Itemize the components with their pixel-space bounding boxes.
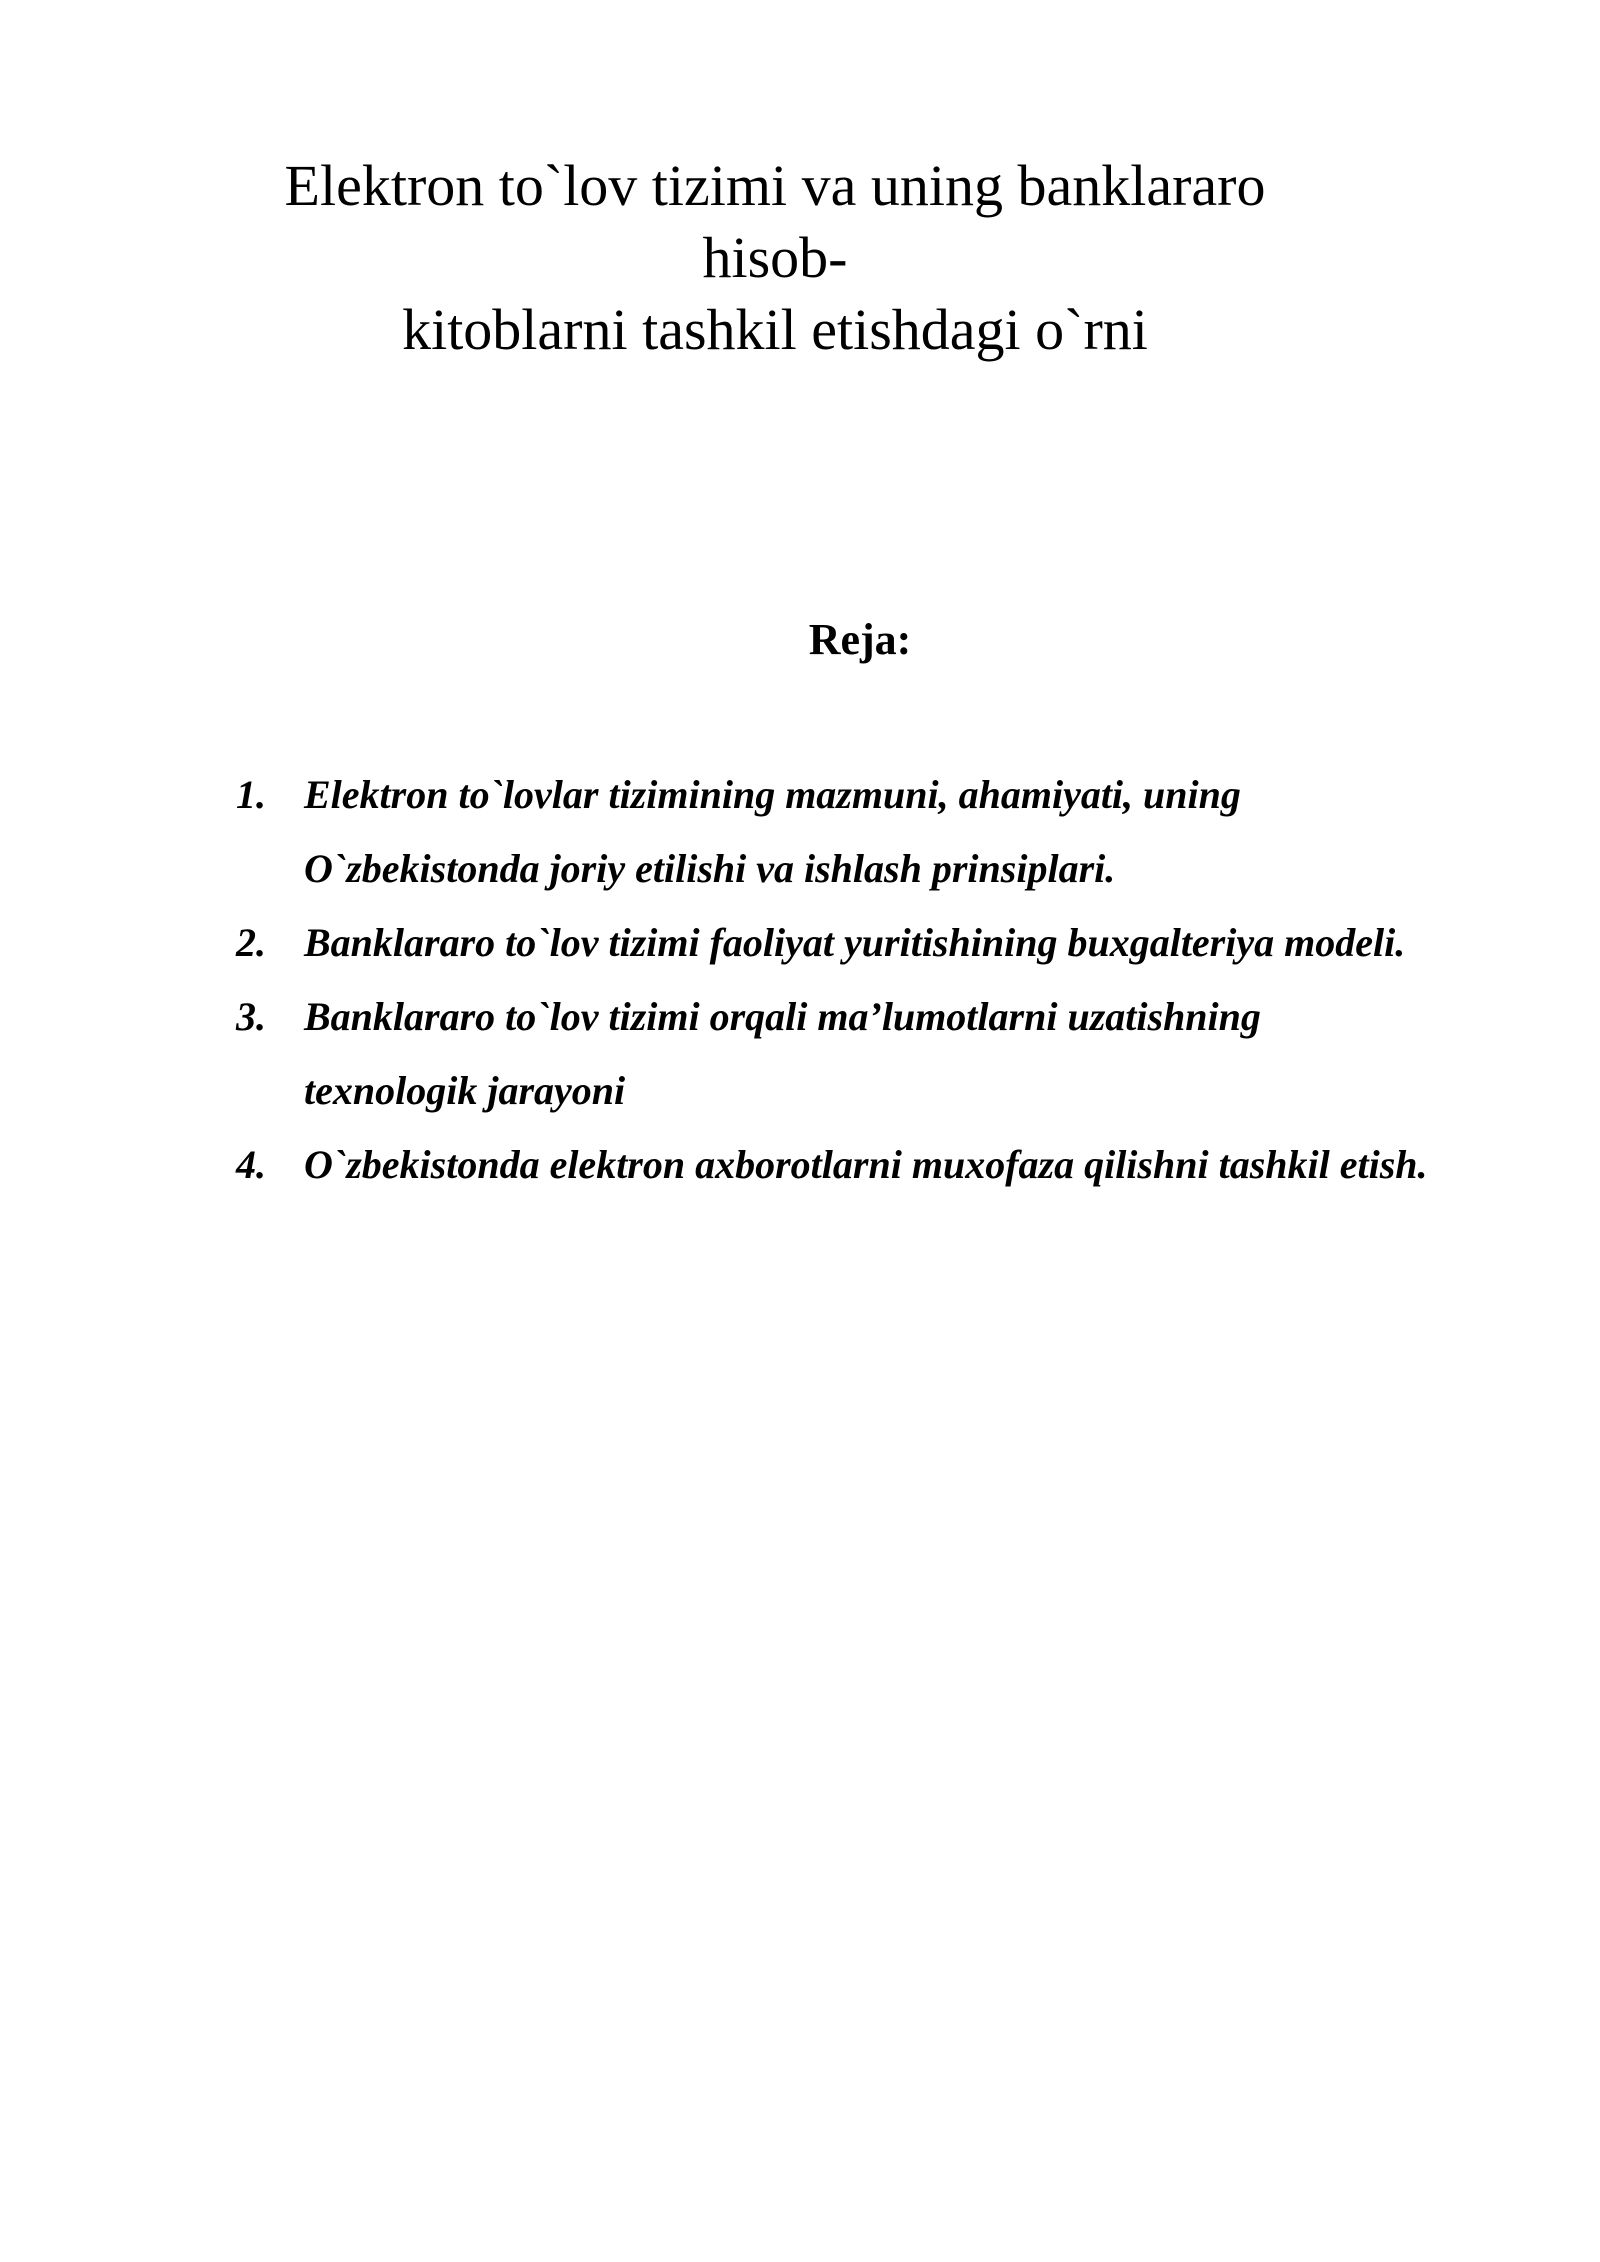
plan-item — [236, 1128, 1436, 1202]
document-title-line-1: Elektron to`lov tizimi va uning banklararo hisob- — [284, 153, 1266, 290]
plan-item — [236, 758, 1436, 906]
plan-item-text: Elektron to`lovlar tizimining mazmuni, ahamiyati, uning O`zbekistonda joriy etilishi va ishlash prinsiplari. — [304, 772, 1241, 891]
plan-list — [236, 758, 1436, 1202]
plan-item-number: 1. — [236, 772, 266, 817]
plan-item-number: 4. — [236, 1142, 266, 1187]
plan-item-number: 3. — [236, 994, 266, 1039]
plan-item — [236, 906, 1436, 980]
plan-item-text: Banklararo to`lov tizimi orqali ma’lumotlarni uzatishning texnologik jarayoni — [304, 994, 1261, 1113]
plan-item-text: O`zbekistonda elektron axborotlarni muxofaza qilishni tashkil etish. — [304, 1142, 1428, 1187]
plan-item — [236, 980, 1436, 1128]
plan-item-text: Banklararo to`lov tizimi faoliyat yuritishining buxgalteriya modeli. — [304, 920, 1406, 965]
plan-heading: Reja: — [808, 615, 912, 664]
document-title-line-2: kitoblarni tashkil etishdagi o`rni — [402, 297, 1148, 362]
plan-item-number: 2. — [236, 920, 266, 965]
document-title — [250, 150, 1300, 366]
